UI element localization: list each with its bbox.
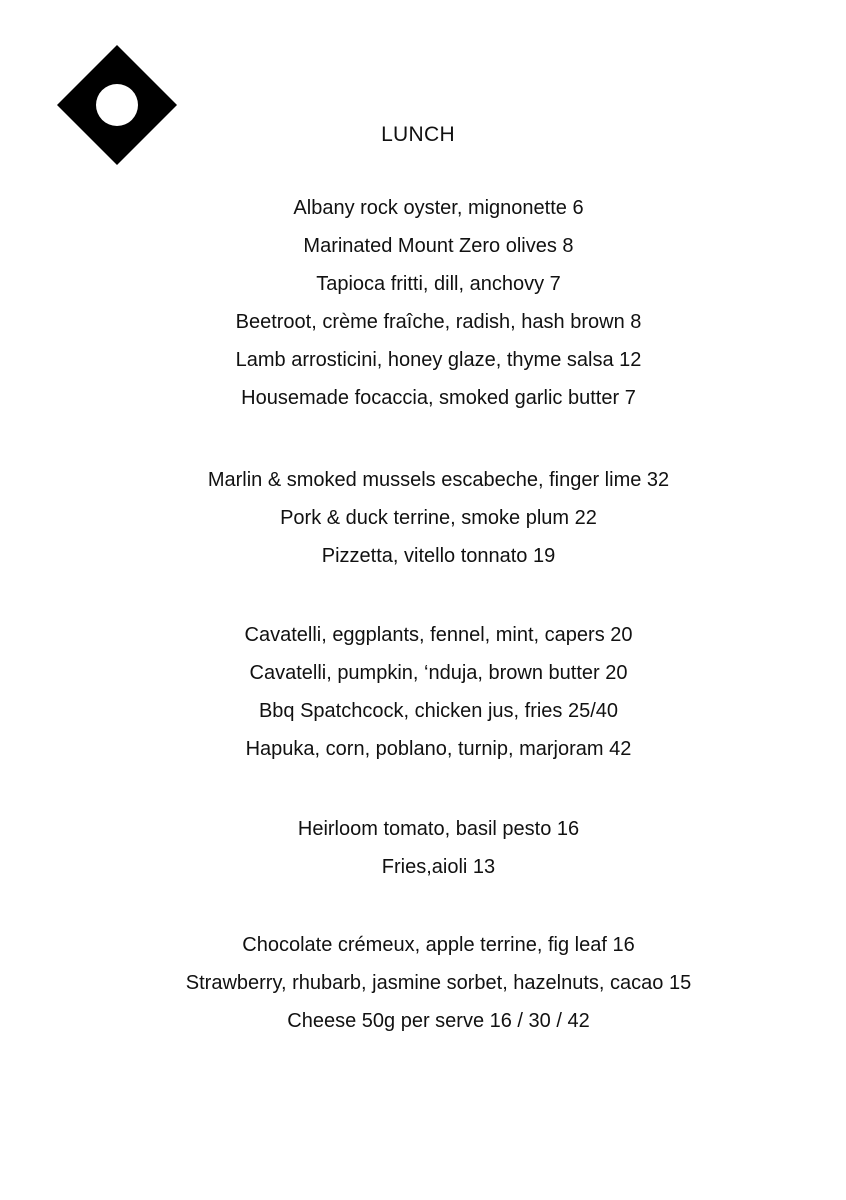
menu-section-entrees <box>0 461 846 575</box>
menu-item: Pork & duck terrine, smoke plum 22 <box>280 507 597 529</box>
menu-section-desserts <box>0 926 846 1040</box>
menu-item: Tapioca fritti, dill, anchovy 7 <box>316 273 561 295</box>
menu-section-mains <box>0 616 846 768</box>
menu-item: Cavatelli, pumpkin, ‘nduja, brown butter 20 <box>249 662 628 684</box>
menu-item: Cavatelli, eggplants, fennel, mint, capers 20 <box>244 624 633 646</box>
menu-title: LUNCH <box>381 123 455 146</box>
menu-section-snacks <box>0 189 846 417</box>
menu-item: Bbq Spatchcock, chicken jus, fries 25/40 <box>258 700 619 722</box>
menu-item: Hapuka, corn, poblano, turnip, marjoram 42 <box>245 738 632 760</box>
menu-item: Heirloom tomato, basil pesto 16 <box>297 818 580 840</box>
menu-item: Lamb arrosticini, honey glaze, thyme salsa 12 <box>235 349 642 371</box>
menu-item: Marinated Mount Zero olives 8 <box>303 235 574 257</box>
menu-item: Fries,aioli 13 <box>381 856 496 878</box>
menu-section-sides <box>0 810 846 886</box>
menu-item: Pizzetta, vitello tonnato 19 <box>321 545 556 567</box>
menu-item: Beetroot, crème fraîche, radish, hash brown 8 <box>235 311 642 333</box>
menu-item: Cheese 50g per serve 16 / 30 / 42 <box>287 1010 590 1032</box>
menu-item: Marlin & smoked mussels escabeche, finger lime 32 <box>207 469 670 491</box>
menu-item: Chocolate crémeux, apple terrine, fig leaf 16 <box>242 934 635 956</box>
menu-item: Albany rock oyster, mignonette 6 <box>293 197 584 219</box>
menu-item: Housemade focaccia, smoked garlic butter 7 <box>241 387 636 409</box>
menu-item: Strawberry, rhubarb, jasmine sorbet, hazelnuts, cacao 15 <box>185 972 692 994</box>
